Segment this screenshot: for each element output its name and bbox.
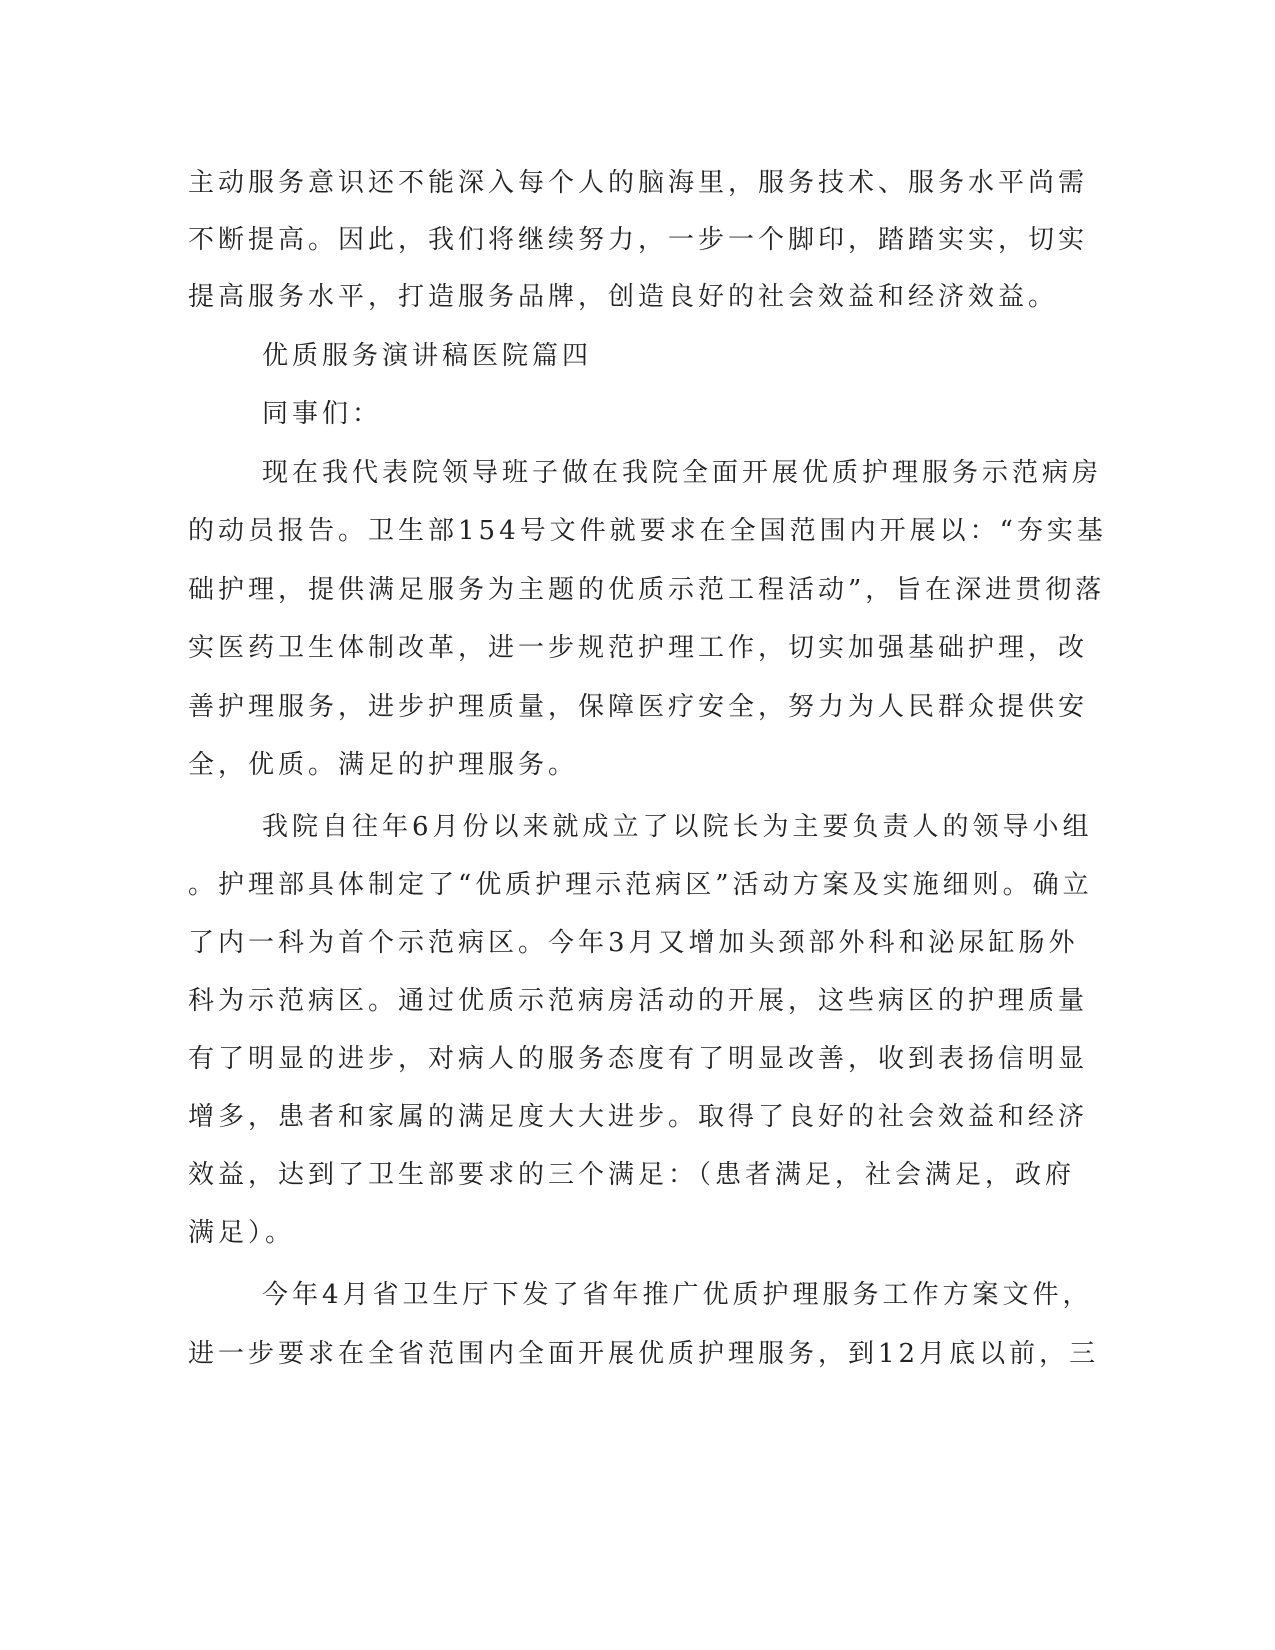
text-line: 了内一科为首个示范病区。今年3月又增加头颈部外科和泌尿缸肠外 [188,928,1079,958]
section-heading: 优质服务演讲稿医院篇四 [262,341,593,371]
text-line: 有了明显的进步，对病人的服务态度有了明显改善，收到表扬信明显 [188,1044,1089,1074]
text-line: 效益，达到了卫生部要求的三个满足：（患者满足，社会满足，政府 [188,1160,1076,1190]
salutation: 同事们： [262,399,383,429]
text-line: 础护理，提供满足服务为主题的优质示范工程活动”，旨在深进贯彻落 [188,575,1106,605]
text-line: 进一步要求在全省范围内全面开展优质护理服务，到12月底以前，三 [188,1339,1100,1369]
text-line: 今年4月省卫生厅下发了省年推广优质护理服务工作方案文件， [262,1280,1093,1310]
text-line: 善护理服务，进步护理质量，保障医疗安全，努力为人民群众提供安 [188,692,1089,722]
text-line: 科为示范病区。通过优质示范病房活动的开展，这些病区的护理质量 [188,986,1089,1016]
text-line: 。护理部具体制定了“优质护理示范病区”活动方案及实施细则。确立 [188,870,1093,900]
text-line: 的动员报告。卫生部154号文件就要求在全国范围内开展以：“夯实基 [188,516,1107,546]
text-line: 我院自往年6月份以来就成立了以院长为主要负责人的领导小组 [262,812,1093,842]
text-line: 提高服务水平，打造服务品牌，创造良好的社会效益和经济效益。 [188,282,1059,312]
text-line: 全，优质。满足的护理服务。 [188,750,579,780]
text-line: 主动服务意识还不能深入每个人的脑海里，服务技术、服务水平尚需 [188,168,1089,198]
text-line: 增多，患者和家属的满足度大大进步。取得了良好的社会效益和经济 [188,1102,1089,1132]
text-line: 实医药卫生体制改革，进一步规范护理工作，切实加强基础护理，改 [188,633,1089,663]
text-line: 现在我代表院领导班子做在我院全面开展优质护理服务示范病房 [262,458,1103,488]
text-line: 不断提高。因此，我们将继续努力，一步一个脚印，踏踏实实，切实 [188,225,1089,255]
text-line: 满足）。 [188,1218,296,1248]
